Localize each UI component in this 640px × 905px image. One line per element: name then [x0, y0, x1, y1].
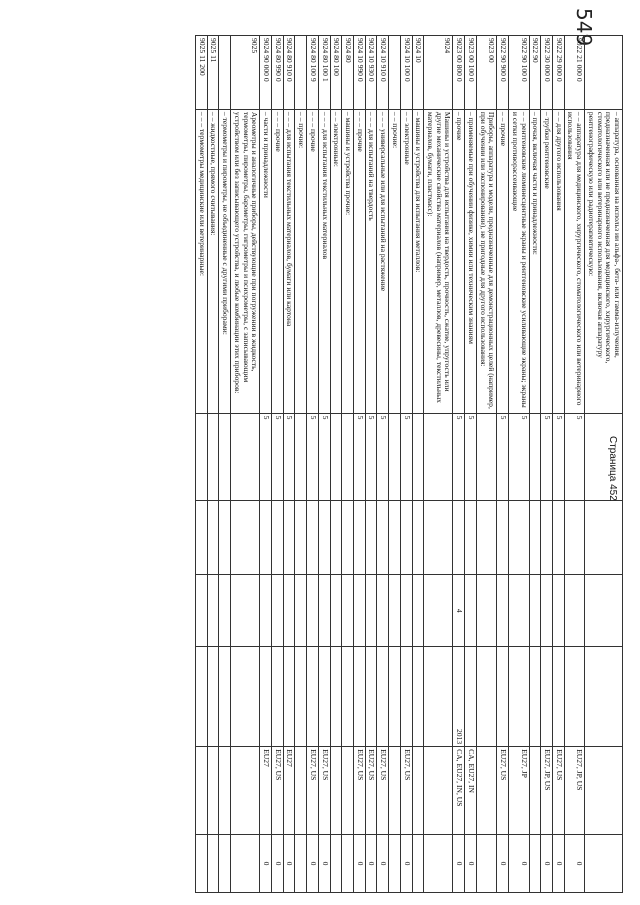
cell-empty	[219, 501, 231, 575]
cell-code: 9024 80 100 9	[307, 36, 319, 110]
cell-rate	[231, 413, 260, 501]
cell-quantity	[195, 575, 207, 647]
cell-description: – аппаратура, основанная на использ ии альфа-, бета- или гамма-излучения, предназначенная или не предназначенная для медицинского, хирургического, стоматологического или ветеринарного использования, включая аппаратуру рентгенографическую или радиотерапевтическую:	[585, 109, 623, 413]
cell-quantity	[541, 575, 553, 647]
cell-code: 9024	[424, 36, 453, 110]
cell-rate	[195, 413, 207, 501]
cell-description: Машины и устройства для испытания на твердость, прочность, сжатие, упругость или другие механические свойства материалов (например, металлов, древесины, текстильных материалов, бумаги, пластмасс):	[424, 109, 453, 413]
cell-code: 9024 90 000 0	[260, 36, 272, 110]
cell-year	[231, 647, 260, 747]
cell-code: 9024 10 930 0	[365, 36, 377, 110]
tariff-table-body	[195, 36, 622, 893]
cell-year	[365, 647, 377, 747]
cell-value	[585, 835, 623, 893]
cell-empty	[509, 501, 529, 575]
cell-value	[295, 835, 307, 893]
cell-year	[342, 647, 354, 747]
cell-countries	[219, 747, 231, 835]
cell-value	[412, 835, 424, 893]
cell-countries: EU27, US	[272, 747, 284, 835]
cell-countries: EU27, US	[497, 747, 509, 835]
cell-value: 0	[552, 835, 564, 893]
cell-quantity	[295, 575, 307, 647]
cell-value: 0	[497, 835, 509, 893]
cell-rate	[412, 413, 424, 501]
cell-empty	[283, 501, 295, 575]
table-row	[365, 36, 377, 893]
cell-rate	[219, 413, 231, 501]
table-row	[400, 36, 412, 893]
cell-countries	[476, 747, 496, 835]
cell-countries: CA, EU27, IN, US	[453, 747, 465, 835]
cell-year	[207, 647, 219, 747]
cell-description: – – – для испытания текстильных материалов, бумаги или картона	[283, 109, 295, 413]
cell-empty	[365, 501, 377, 575]
cell-value: 0	[354, 835, 366, 893]
cell-countries	[342, 747, 354, 835]
cell-description: Ареометры и аналогичные приборы, действующие при погружении в жидкость, термометры, пирометры, барометры, гигрометры и психрометры, с записывающим устройством или без записывающего устройства, и любые комбинации этих приборов:	[231, 109, 260, 413]
cell-value	[231, 835, 260, 893]
cell-countries: CA, EU27, IN	[465, 747, 477, 835]
cell-countries: EU27, US	[377, 747, 389, 835]
page-footer	[596, 432, 622, 512]
handwritten-page-number-text: 549	[572, 8, 596, 47]
cell-value: 0	[465, 835, 477, 893]
cell-quantity	[260, 575, 272, 647]
table-row	[260, 36, 272, 893]
cell-empty	[552, 501, 564, 575]
table-row	[354, 36, 366, 893]
cell-value: 0	[541, 835, 553, 893]
cell-value	[195, 835, 207, 893]
cell-value: 0	[509, 835, 529, 893]
rotated-table-container	[40, 35, 623, 893]
cell-year	[509, 647, 529, 747]
cell-value	[207, 835, 219, 893]
cell-code: 9025	[231, 36, 260, 110]
table-row	[295, 36, 307, 893]
cell-description: – – рентгеновские люминесцентные экраны и рентгеновские усиливающие экраны; экраны и сетки противорассеивающие	[509, 109, 529, 413]
cell-countries	[330, 747, 342, 835]
cell-quantity	[318, 575, 330, 647]
cell-quantity	[476, 575, 496, 647]
cell-code: 9024 80 910 0	[283, 36, 295, 110]
table-row	[342, 36, 354, 893]
cell-countries: EU27, JP	[509, 747, 529, 835]
cell-countries: EU27, US	[552, 747, 564, 835]
table-row	[476, 36, 496, 893]
cell-year	[219, 647, 231, 747]
cell-empty	[342, 501, 354, 575]
cell-description: – – прочие	[497, 109, 509, 413]
cell-description: – трубки рентгеновские	[541, 109, 553, 413]
cell-year	[389, 647, 401, 747]
cell-rate: 5	[400, 413, 412, 501]
cell-code: 9025 11 200	[195, 36, 207, 110]
cell-empty	[231, 501, 260, 575]
cell-description: – – электронные	[400, 109, 412, 413]
cell-code: 9022 21 000 0	[564, 36, 584, 110]
cell-year	[307, 647, 319, 747]
cell-code: 9024 10 100 0	[400, 36, 412, 110]
cell-year	[564, 647, 584, 747]
cell-rate: 5	[307, 413, 319, 501]
rotated-table-inner	[40, 35, 623, 893]
table-row	[307, 36, 319, 893]
cell-code: 9024 80 990 0	[272, 36, 284, 110]
cell-year	[295, 647, 307, 747]
cell-code: 9024 80	[342, 36, 354, 110]
cell-code: 9023 00	[476, 36, 496, 110]
cell-countries	[295, 747, 307, 835]
cell-empty	[529, 501, 541, 575]
cell-quantity	[272, 575, 284, 647]
cell-code	[585, 36, 623, 110]
cell-empty	[497, 501, 509, 575]
cell-value: 0	[377, 835, 389, 893]
cell-code: 9022 90	[529, 36, 541, 110]
cell-code: 9025 11	[207, 36, 219, 110]
cell-value	[424, 835, 453, 893]
cell-value: 0	[400, 835, 412, 893]
cell-code: 9024 80 100 1	[318, 36, 330, 110]
cell-empty	[564, 501, 584, 575]
cell-rate	[295, 413, 307, 501]
cell-empty	[400, 501, 412, 575]
cell-rate	[424, 413, 453, 501]
cell-year	[541, 647, 553, 747]
cell-description: – термометры и пирометры, не объединенные с другими приборами:	[219, 109, 231, 413]
cell-quantity	[207, 575, 219, 647]
cell-value: 0	[564, 835, 584, 893]
cell-empty	[541, 501, 553, 575]
cell-quantity	[354, 575, 366, 647]
cell-description: – – жидкостные, прямого считывания:	[207, 109, 219, 413]
cell-description: – – – универсальные или для испытаний на растяжение	[377, 109, 389, 413]
cell-empty	[260, 501, 272, 575]
cell-description: – части и принадлежности	[260, 109, 272, 413]
tariff-table	[195, 35, 623, 893]
cell-quantity	[307, 575, 319, 647]
cell-code: 9022 90 900 0	[497, 36, 509, 110]
cell-value: 0	[318, 835, 330, 893]
cell-year	[400, 647, 412, 747]
cell-year	[195, 647, 207, 747]
table-row	[219, 36, 231, 893]
table-row	[509, 36, 529, 893]
cell-rate	[207, 413, 219, 501]
cell-rate	[476, 413, 496, 501]
cell-quantity	[283, 575, 295, 647]
cell-empty	[453, 501, 465, 575]
cell-year	[318, 647, 330, 747]
cell-quantity	[529, 575, 541, 647]
cell-rate	[529, 413, 541, 501]
cell-rate: 5	[465, 413, 477, 501]
cell-empty	[330, 501, 342, 575]
cell-countries	[231, 747, 260, 835]
cell-rate: 5	[260, 413, 272, 501]
cell-quantity: 4	[453, 575, 465, 647]
cell-description: – – для другого использования	[552, 109, 564, 413]
table-row	[195, 36, 207, 893]
cell-quantity	[552, 575, 564, 647]
cell-code: 9023 00 800 0	[453, 36, 465, 110]
cell-value	[330, 835, 342, 893]
table-row	[389, 36, 401, 893]
cell-quantity	[497, 575, 509, 647]
cell-countries: EU27, US	[365, 747, 377, 835]
cell-quantity	[389, 575, 401, 647]
cell-description: – – – прочие	[354, 109, 366, 413]
cell-year	[552, 647, 564, 747]
cell-quantity	[330, 575, 342, 647]
cell-rate: 5	[318, 413, 330, 501]
cell-year	[497, 647, 509, 747]
cell-description: – – прочие:	[295, 109, 307, 413]
cell-quantity	[465, 575, 477, 647]
cell-empty	[318, 501, 330, 575]
cell-year	[585, 647, 623, 747]
cell-empty	[354, 501, 366, 575]
cell-description: – – – прочие	[272, 109, 284, 413]
cell-value: 0	[260, 835, 272, 893]
cell-quantity	[231, 575, 260, 647]
cell-code: 9024 80 100	[330, 36, 342, 110]
cell-countries: EU27, JP, US	[564, 747, 584, 835]
table-row	[424, 36, 453, 893]
table-row	[453, 36, 465, 893]
cell-countries: EU27, US	[354, 747, 366, 835]
cell-code: 9022 29 000 0	[552, 36, 564, 110]
cell-rate	[389, 413, 401, 501]
cell-value	[219, 835, 231, 893]
cell-countries: EU27, US	[400, 747, 412, 835]
cell-empty	[412, 501, 424, 575]
cell-value: 0	[365, 835, 377, 893]
cell-empty	[465, 501, 477, 575]
cell-code: 9024 10 990 0	[354, 36, 366, 110]
cell-description: – машины и устройства для испытания металлов:	[412, 109, 424, 413]
cell-rate: 5	[453, 413, 465, 501]
cell-year	[424, 647, 453, 747]
table-row	[272, 36, 284, 893]
cell-description: Приборы, аппаратура и модели, предназначенные для демонстрационных целей (например, при обучении или экспонировании), не пригодные для другого использования:	[476, 109, 496, 413]
cell-empty	[307, 501, 319, 575]
cell-empty	[195, 501, 207, 575]
cell-code	[295, 36, 307, 110]
cell-year	[272, 647, 284, 747]
cell-empty	[424, 501, 453, 575]
cell-value: 0	[272, 835, 284, 893]
cell-countries: EU27, JP, US	[541, 747, 553, 835]
cell-code	[389, 36, 401, 110]
table-row	[318, 36, 330, 893]
cell-quantity	[424, 575, 453, 647]
table-row	[231, 36, 260, 893]
cell-year	[412, 647, 424, 747]
cell-rate: 5	[541, 413, 553, 501]
cell-year	[476, 647, 496, 747]
cell-empty	[377, 501, 389, 575]
cell-rate: 5	[354, 413, 366, 501]
cell-code: 9022 30 000 0	[541, 36, 553, 110]
cell-description: – – – прочие	[307, 109, 319, 413]
cell-empty	[272, 501, 284, 575]
table-row	[529, 36, 541, 893]
cell-value: 0	[307, 835, 319, 893]
cell-countries	[389, 747, 401, 835]
cell-rate: 5	[272, 413, 284, 501]
cell-year	[330, 647, 342, 747]
cell-code: 9024 10	[412, 36, 424, 110]
cell-empty	[476, 501, 496, 575]
cell-description: – – электронные:	[330, 109, 342, 413]
cell-quantity	[342, 575, 354, 647]
cell-rate: 5	[552, 413, 564, 501]
cell-year	[354, 647, 366, 747]
cell-rate: 5	[377, 413, 389, 501]
cell-year	[283, 647, 295, 747]
cell-quantity	[585, 575, 623, 647]
cell-quantity	[365, 575, 377, 647]
table-row	[541, 36, 553, 893]
cell-empty	[207, 501, 219, 575]
cell-year	[529, 647, 541, 747]
cell-description: – – – термометры медицинские или ветеринарные:	[195, 109, 207, 413]
page-footer-text: Страница 452	[607, 436, 618, 501]
cell-rate: 5	[497, 413, 509, 501]
cell-countries: EU27	[260, 747, 272, 835]
cell-rate: 5	[283, 413, 295, 501]
cell-description: – машины и устройства прочие:	[342, 109, 354, 413]
table-row	[207, 36, 219, 893]
cell-year: 2013	[453, 647, 465, 747]
cell-year	[260, 647, 272, 747]
cell-countries	[207, 747, 219, 835]
cell-rate: 5	[365, 413, 377, 501]
cell-description: – прочая, включая части и принадлежности:	[529, 109, 541, 413]
cell-countries	[424, 747, 453, 835]
cell-code: 9023 00 100 0	[465, 36, 477, 110]
cell-value	[389, 835, 401, 893]
cell-value	[342, 835, 354, 893]
cell-quantity	[564, 575, 584, 647]
cell-rate: 5	[564, 413, 584, 501]
cell-countries	[195, 747, 207, 835]
cell-rate: 5	[509, 413, 529, 501]
cell-description: – – – для испытания текстильных материалов	[318, 109, 330, 413]
cell-code: 9022 90 100 0	[509, 36, 529, 110]
cell-quantity	[377, 575, 389, 647]
cell-description: – – прочие:	[389, 109, 401, 413]
cell-countries	[412, 747, 424, 835]
cell-description: – – – для испытаний на твердость	[365, 109, 377, 413]
cell-value: 0	[283, 835, 295, 893]
cell-rate	[342, 413, 354, 501]
cell-quantity	[509, 575, 529, 647]
cell-code	[219, 36, 231, 110]
cell-quantity	[400, 575, 412, 647]
cell-year	[465, 647, 477, 747]
cell-countries	[585, 747, 623, 835]
cell-code: 9024 10 910 0	[377, 36, 389, 110]
cell-quantity	[412, 575, 424, 647]
cell-countries: EU27	[283, 747, 295, 835]
cell-description: – применяемые при обучении физике, химии или техническим знаниям	[465, 109, 477, 413]
cell-empty	[389, 501, 401, 575]
table-row	[564, 36, 584, 893]
cell-empty	[585, 501, 623, 575]
table-row	[377, 36, 389, 893]
cell-quantity	[219, 575, 231, 647]
cell-countries	[529, 747, 541, 835]
cell-empty	[295, 501, 307, 575]
cell-description: – – аппаратура для медицинского, хирургического, стоматологического или ветеринарного использования	[564, 109, 584, 413]
cell-rate	[330, 413, 342, 501]
table-row	[412, 36, 424, 893]
table-row	[465, 36, 477, 893]
cell-countries: EU27, US	[307, 747, 319, 835]
cell-description: – прочие	[453, 109, 465, 413]
table-row	[330, 36, 342, 893]
cell-countries: EU27, US	[318, 747, 330, 835]
cell-value	[476, 835, 496, 893]
table-row	[552, 36, 564, 893]
cell-year	[377, 647, 389, 747]
cell-value	[529, 835, 541, 893]
cell-value: 0	[453, 835, 465, 893]
table-row	[283, 36, 295, 893]
table-row	[497, 36, 509, 893]
